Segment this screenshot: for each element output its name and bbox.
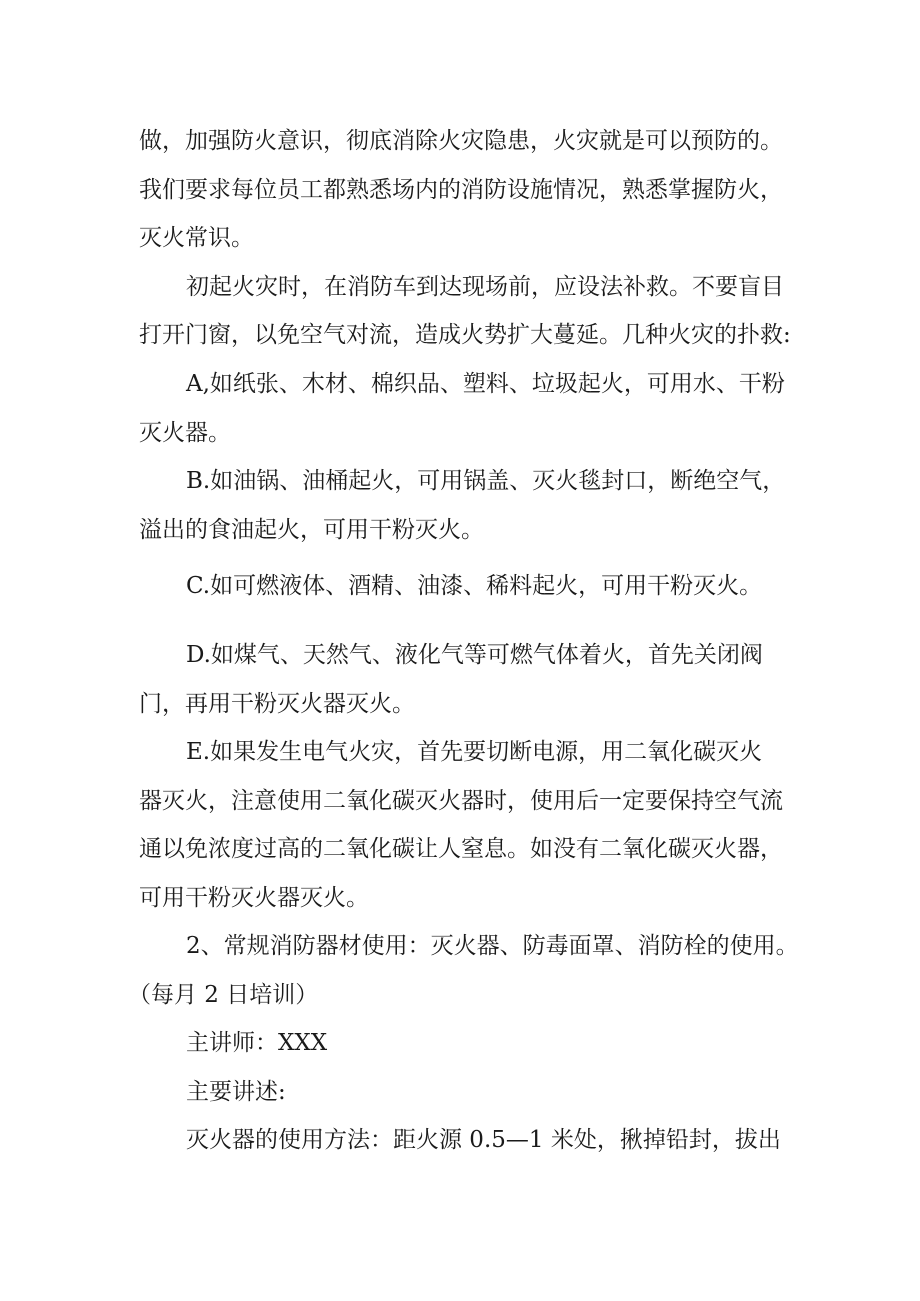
list-item-c: C.如可燃液体、酒精、油漆、稀料起火，可用干粉灭火。 bbox=[186, 573, 763, 599]
paragraph-line: 灭火器的使用方法：距火源 0.5—1 米处，揪掉铅封，拔出 bbox=[186, 1127, 781, 1153]
section-heading: 2、常规消防器材使用：灭火器、防毒面罩、消防栓的使用。 bbox=[186, 933, 799, 959]
paragraph-line: 溢出的食油起火，可用干粉灭火。 bbox=[139, 517, 484, 543]
paragraph-line: 通以免浓度过高的二氧化碳让人窒息。如没有二氧化碳灭火器， bbox=[139, 836, 783, 862]
main-content-label: 主要讲述: bbox=[186, 1079, 286, 1105]
paragraph-line: 初起火灾时，在消防车到达现场前，应设法补救。不要盲目 bbox=[186, 274, 784, 300]
paragraph-line: 器灭火，注意使用二氧化碳灭火器时，使用后一定要保持空气流 bbox=[139, 788, 783, 814]
list-item-e: E.如果发生电气火灾，首先要切断电源，用二氧化碳灭火 bbox=[186, 739, 763, 765]
paragraph-line: 灭火器。 bbox=[139, 420, 231, 446]
paragraph-line: 灭火常识。 bbox=[139, 225, 254, 251]
list-item-b: B.如油锅、油桶起火，可用锅盖、灭火毯封口，断绝空气， bbox=[186, 468, 786, 494]
lecturer-line: 主讲师：XXX bbox=[186, 1030, 328, 1056]
list-item-a: A,如纸张、木材、棉织品、塑料、垃圾起火，可用水、干粉 bbox=[186, 371, 785, 397]
paragraph-line: 可用干粉灭火器灭火。 bbox=[139, 885, 369, 911]
list-item-d: D.如煤气、天然气、液化气等可燃气体着火，首先关闭阀 bbox=[186, 642, 763, 668]
paragraph-line: 我们要求每位员工都熟悉场内的消防设施情况，熟悉掌握防火， bbox=[139, 177, 783, 203]
schedule-note: （每月 2 日培训） bbox=[128, 982, 319, 1008]
paragraph-line: 做，加强防火意识，彻底消除火灾隐患，火灾就是可以预防的。 bbox=[139, 128, 783, 154]
paragraph-line: 打开门窗，以免空气对流，造成火势扩大蔓延。几种火灾的扑救: bbox=[139, 322, 791, 348]
paragraph-line: 门，再用干粉灭火器灭火。 bbox=[139, 691, 415, 717]
